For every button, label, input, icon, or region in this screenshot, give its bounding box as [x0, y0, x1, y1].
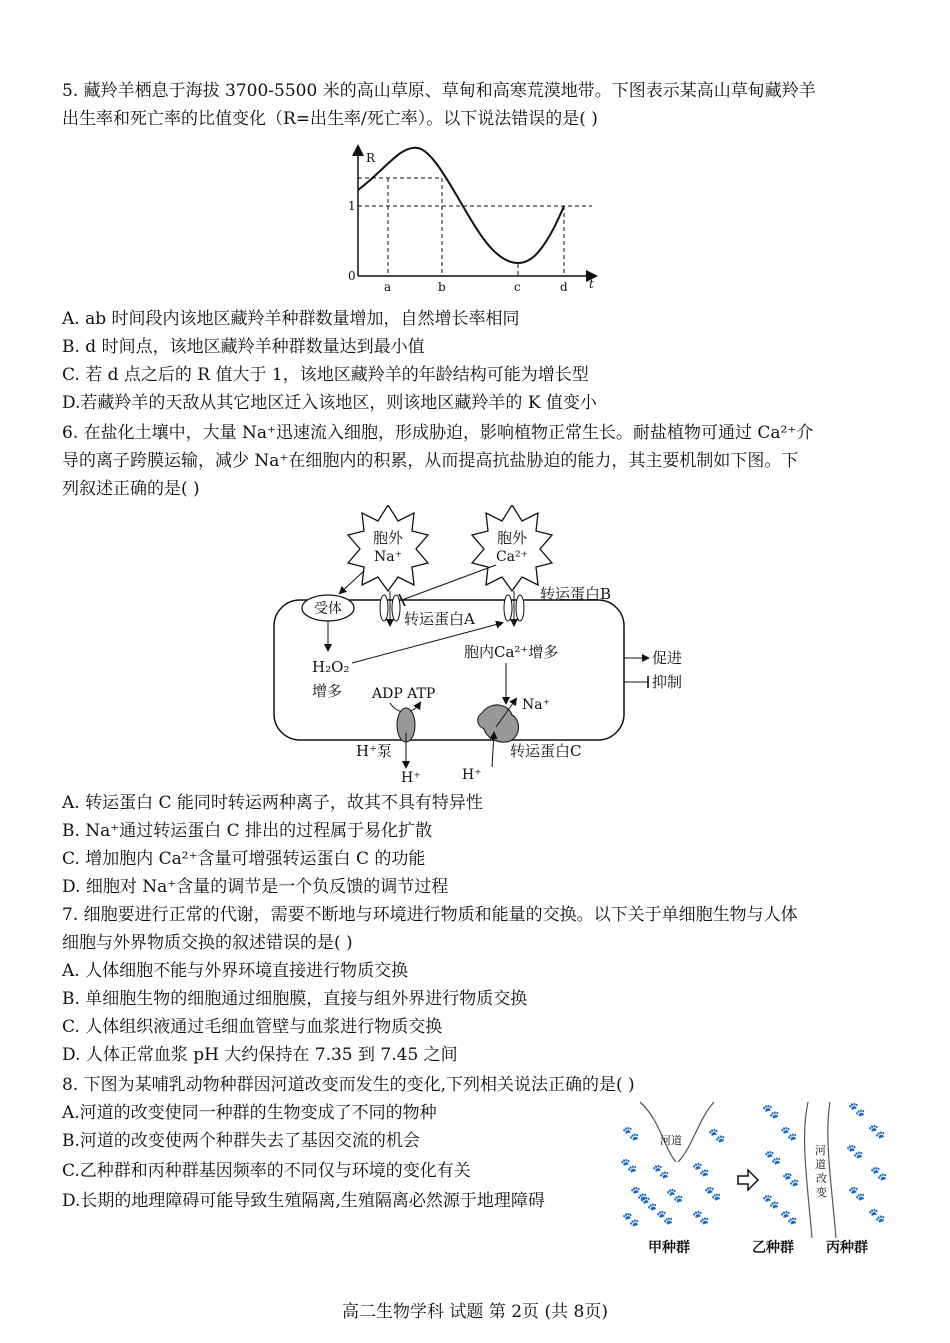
q5-option-a: A. ab 时间段内该地区藏羚羊种群数量增加，自然增长率相同: [62, 309, 520, 329]
svg-text:🐾: 🐾: [846, 1144, 864, 1160]
q8-river-label: 河道: [660, 1134, 682, 1147]
q8-river-change-char-1: 河: [815, 1144, 826, 1157]
q5-r-curve: [358, 148, 564, 263]
svg-text:🐾: 🐾: [692, 1162, 710, 1178]
svg-text:🐾: 🐾: [708, 1128, 726, 1144]
q5-option-b: B. d 时间点，该地区藏羚羊种群数量达到最小值: [62, 337, 425, 357]
q7-option-a: A. 人体细胞不能与外界环境直接进行物质交换: [62, 961, 409, 981]
q6-legend-promote-label: 促进: [652, 649, 683, 667]
svg-text:🐾: 🐾: [622, 1126, 640, 1142]
svg-text:🐾: 🐾: [692, 1210, 710, 1226]
svg-text:🐾: 🐾: [870, 1166, 888, 1182]
q6-ca-out-label-2: Ca²⁺: [495, 549, 529, 565]
svg-text:🐾: 🐾: [630, 1186, 648, 1202]
q8-river-change-char-2: 道: [815, 1158, 826, 1171]
q6-h2o2-label: H₂O₂: [312, 658, 350, 676]
q8-animals-bing: [846, 1102, 887, 1224]
q6-stem-line-2: 导的离子跨膜运输，减少 Na⁺在细胞内的积累，从而提高抗盐胁迫的能力，其主要机制如下图。下: [62, 451, 799, 471]
q8-animals-yi: [762, 1104, 799, 1226]
q6-option-c: C. 增加胞内 Ca²⁺含量可增强转运蛋白 C 的功能: [62, 849, 426, 869]
q7-option-d: D. 人体正常血浆 pH 大约保持在 7.35 到 7.45 之间: [62, 1045, 458, 1065]
q5-option-c: C. 若 d 点之后的 R 值大于 1，该地区藏羚羊的年龄结构可能为增长型: [62, 365, 589, 385]
svg-text:🐾: 🐾: [764, 1150, 782, 1166]
q6-ca-out-label-1: 胞外: [496, 529, 528, 547]
q6-legend-inhibit-label: 抑制: [652, 673, 683, 691]
svg-text:🐾: 🐾: [868, 1208, 886, 1224]
svg-text:🐾: 🐾: [704, 1186, 722, 1202]
q5-option-d: D.若藏羚羊的天敌从其它地区迁入该地区，则该地区藏羚羊的 K 值变小: [62, 393, 597, 413]
svg-text:🐾: 🐾: [666, 1188, 684, 1204]
q8-river-left-bank-1: [640, 1102, 676, 1162]
q7-stem-line-2: 细胞与外界物质交换的叙述错误的是( ): [62, 933, 353, 953]
q6-option-b: B. Na⁺通过转运蛋白 C 排出的过程属于易化扩散: [62, 821, 433, 841]
svg-text:🐾: 🐾: [868, 1124, 886, 1140]
q6-h2o2-increase-label: 增多: [312, 682, 343, 700]
q6-option-d: D. 细胞对 Na⁺含量的调节是一个负反馈的调节过程: [62, 877, 449, 897]
q5-origin-label: 0: [348, 269, 356, 283]
svg-text:🐾: 🐾: [780, 1126, 798, 1142]
q6-arrow-na-to-receptor: [340, 571, 364, 593]
svg-text:🐾: 🐾: [620, 1158, 638, 1174]
q6-adp-atp-label: ADP ATP: [372, 686, 436, 702]
q6-ca-starburst: [472, 505, 552, 591]
svg-text:🐾: 🐾: [652, 1164, 670, 1180]
svg-text:🐾: 🐾: [782, 1172, 800, 1188]
q6-protein-b-right: [516, 595, 524, 621]
svg-text:🐾: 🐾: [780, 1210, 798, 1226]
q8-population-figure: [612, 1098, 902, 1258]
q6-protein-b-label: 转运蛋白B: [540, 585, 612, 603]
q6-na-out-label-1: 胞外: [372, 529, 404, 547]
q8-group-bing-label: 丙种群: [826, 1240, 868, 1256]
q5-stem-line-1: 5. 藏羚羊栖息于海拔 3700-5500 米的高山草原、草甸和高寒荒漠地带。下图表示某高山草甸藏羚羊: [62, 81, 816, 101]
q8-option-b: B.河道的改变使两个种群失去了基因交流的机会: [62, 1131, 420, 1151]
q5-point-b: b: [438, 280, 446, 294]
q8-group-yi-label: 乙种群: [752, 1240, 794, 1256]
svg-text:🐾: 🐾: [762, 1194, 780, 1210]
q5-stem-line-2: 出生率和死亡率的比值变化（R=出生率/死亡率）。以下说法错误的是( ): [62, 109, 598, 129]
q5-point-a: a: [384, 280, 392, 294]
q6-na-out-label-2: Na⁺: [374, 549, 402, 565]
q5-y-axis-label: R: [366, 151, 376, 165]
q5-point-c: c: [514, 280, 521, 294]
q5-y-tick-1: 1: [348, 199, 356, 213]
q8-option-d: D.长期的地理障碍可能导致生殖隔离,生殖隔离必然源于地理障碍: [62, 1191, 545, 1211]
svg-text:🐾: 🐾: [848, 1102, 866, 1118]
q6-stem-line-3: 列叙述正确的是( ): [62, 479, 200, 499]
q6-stem-line-1: 6. 在盐化土壤中，大量 Na⁺迅速流入细胞，形成胁迫，影响植物正常生长。耐盐植物可通过 Ca²⁺介: [62, 423, 814, 443]
q7-option-c: C. 人体组织液通过毛细血管壁与血浆进行物质交换: [62, 1017, 443, 1037]
svg-text:🐾: 🐾: [848, 1186, 866, 1202]
q6-na-label: Na⁺: [522, 697, 550, 713]
q6-h-in-label: H⁺: [462, 767, 482, 783]
q8-river-change-char-4: 变: [816, 1186, 827, 1199]
q6-protein-a-right: [392, 595, 400, 621]
q6-option-a: A. 转运蛋白 C 能同时转运两种离子，故其不具有特异性: [62, 793, 483, 813]
q8-stem: 8. 下图为某哺乳动物种群因河道改变而发生的变化,下列相关说法正确的是( ): [62, 1075, 635, 1095]
q8-option-a: A.河道的改变使同一种群的生物变成了不同的物种: [62, 1103, 437, 1123]
q6-ca-inside-label: 胞内Ca²⁺增多: [464, 643, 559, 661]
q8-change-arrow: [738, 1170, 758, 1190]
q6-receptor-label: 受体: [314, 601, 342, 617]
svg-text:🐾: 🐾: [656, 1210, 674, 1226]
q8-river-right-bank-1: [805, 1102, 812, 1238]
q6-na-starburst: [348, 505, 428, 591]
q8-option-c: C.乙种群和丙种群基因频率的不同仅与环境的变化有关: [62, 1161, 471, 1181]
q8-river-right-bank-2: [828, 1102, 836, 1238]
q6-protein-b-left: [504, 595, 512, 621]
page-footer: 高二生物学科 试题 第 2页 (共 8页): [342, 1302, 608, 1322]
q6-h-pump-label: H⁺泵: [356, 742, 392, 760]
svg-text:🐾: 🐾: [640, 1196, 658, 1212]
q5-point-d: d: [560, 280, 568, 294]
q6-mechanism-diagram: [260, 505, 710, 790]
q6-h-out-label: H⁺: [401, 770, 421, 786]
q8-river-change-char-3: 改: [816, 1172, 827, 1185]
svg-text:🐾: 🐾: [762, 1104, 780, 1120]
q6-protein-c-label: 转运蛋白C: [510, 742, 582, 760]
q8-group-jia-label: 甲种群: [648, 1240, 690, 1256]
q6-protein-a-left: [380, 595, 388, 621]
q5-r-graph: [330, 140, 610, 300]
svg-text:🐾: 🐾: [622, 1212, 640, 1228]
q7-option-b: B. 单细胞生物的细胞通过细胞膜，直接与组外界进行物质交换: [62, 989, 528, 1009]
q5-x-axis-label: t: [589, 277, 594, 291]
q6-inhibit-ca-to-a: [402, 565, 496, 600]
q7-stem-line-1: 7. 细胞要进行正常的代谢，需要不断地与环境进行物质和能量的交换。以下关于单细胞生物与人体: [62, 905, 798, 925]
q6-protein-a-label: 转运蛋白A: [404, 610, 475, 628]
